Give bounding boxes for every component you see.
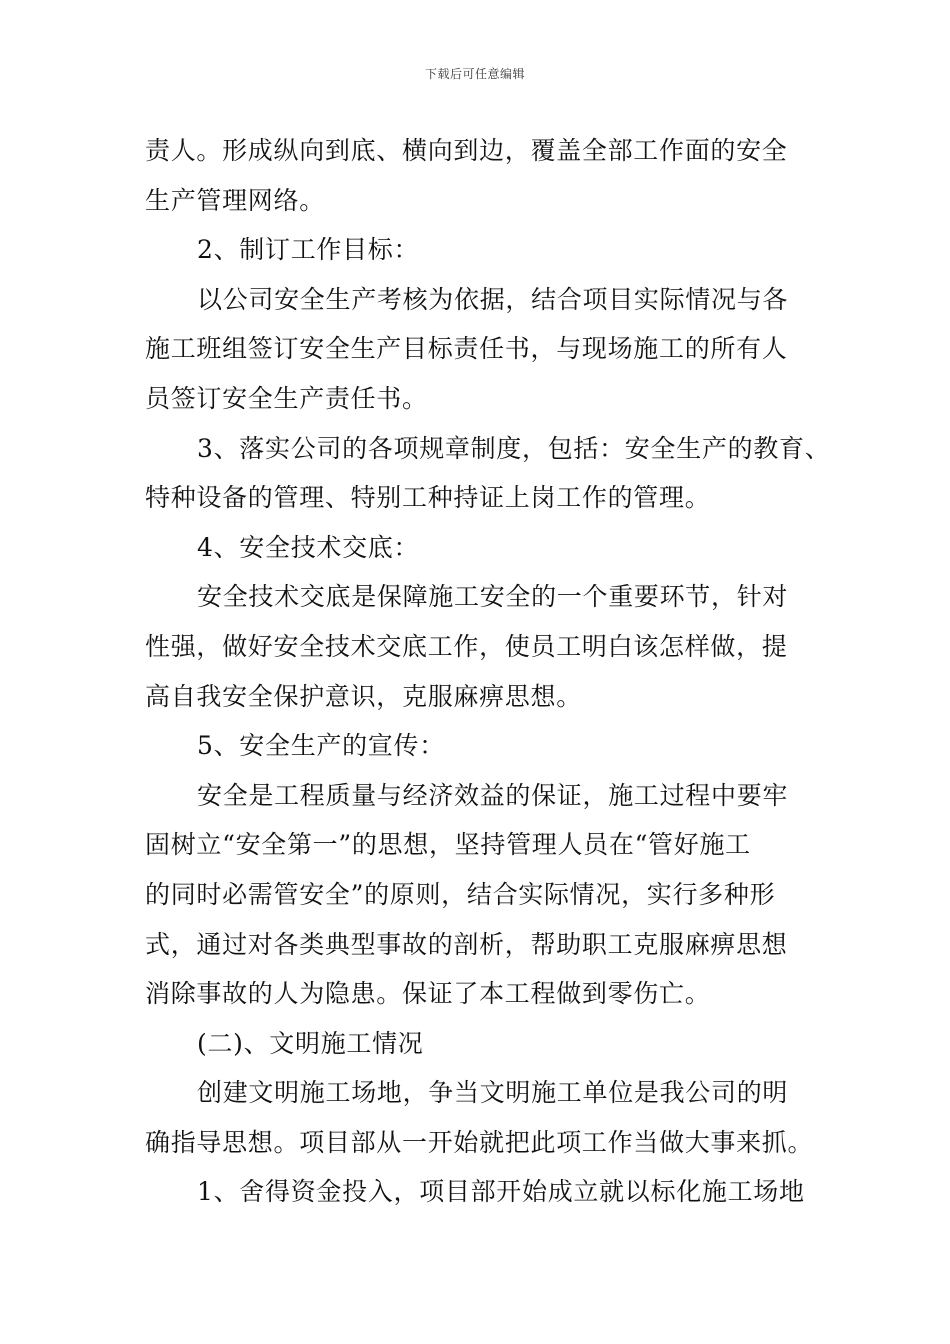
text-line: 性强，做好安全技术交底工作，使员工明白该怎样做，提 <box>145 631 788 661</box>
text-line: 固树立“安全第一”的思想，坚持管理人员在“管好施工 <box>145 830 751 860</box>
text-line: 以公司安全生产考核为依据，结合项目实际情况与各 <box>197 284 789 314</box>
text-line: 3、落实公司的各项规章制度，包括：安全生产的教育、 <box>197 433 831 463</box>
text-line: 施工班组签订安全生产目标责任书，与现场施工的所有人 <box>145 334 788 364</box>
text-line: 的同时必需管安全”的原则，结合实际情况，实行多种形 <box>145 879 776 909</box>
text-line: 式，通过对各类典型事故的剖析，帮助职工克服麻痹思想 <box>145 929 788 959</box>
text-line: 安全是工程质量与经济效益的保证，施工过程中要牢 <box>197 780 789 810</box>
text-line: 安全技术交底是保障施工安全的一个重要环节，针对 <box>197 582 789 612</box>
text-line: 1、舍得资金投入，项目部开始成立就以标化施工场地 <box>197 1177 805 1207</box>
text-line: 消除事故的人为隐患。保证了本工程做到零伤亡。 <box>145 979 711 1009</box>
text-line: 创建文明施工场地，争当文明施工单位是我公司的明 <box>197 1078 789 1108</box>
text-line: 责人。形成纵向到底、横向到边，覆盖全部工作面的安全 <box>145 136 788 165</box>
text-line: 特种设备的管理、特别工种持证上岗工作的管理。 <box>145 483 711 513</box>
section-heading: 4、安全技术交底： <box>197 532 420 562</box>
page-header: 下载后可任意编辑 <box>424 67 525 81</box>
section-heading: 5、安全生产的宣传： <box>197 731 445 761</box>
text-line: 生产管理网络。 <box>145 185 325 215</box>
section-heading: (二)、文明施工情况 <box>197 1028 424 1058</box>
text-line: 高自我安全保护意识，克服麻痹思想。 <box>145 681 582 711</box>
body-text <box>145 126 831 1217</box>
section-heading: 2、制订工作目标： <box>197 235 420 265</box>
text-line: 员签订安全生产责任书。 <box>145 383 428 413</box>
text-line: 确指导思想。项目部从一开始就把此项工作当做大事来抓。 <box>145 1127 814 1157</box>
